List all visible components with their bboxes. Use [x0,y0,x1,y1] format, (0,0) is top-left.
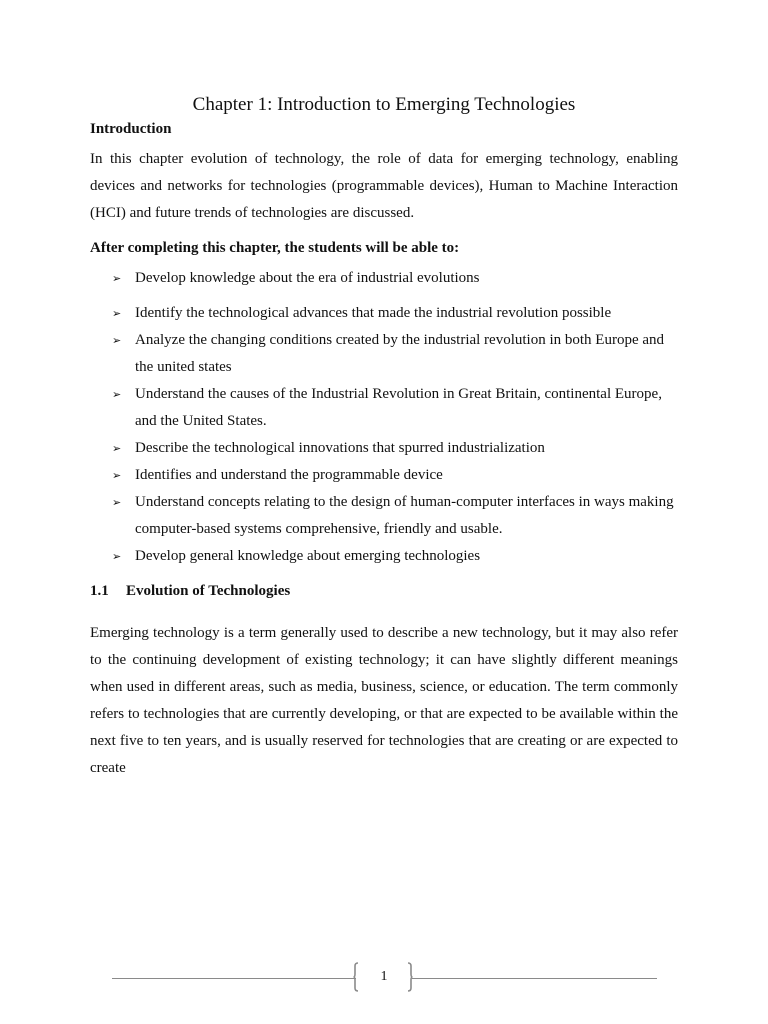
arrowhead-bullet-icon: ➢ [112,442,122,455]
list-item [112,489,678,543]
list-item-text: Analyze the changing conditions created by the industrial revolution in both Europe and the united states [135,332,665,375]
objectives-list [90,265,678,570]
introduction-heading: Introduction [90,121,172,137]
section-number: 1.1 [90,583,109,599]
footer-rule-right [412,978,657,979]
page-number: 1 [380,969,388,984]
list-item-text: Identifies and understand the programmable device [135,467,443,483]
arrowhead-bullet-icon: ➢ [112,550,122,563]
page-content [90,92,678,782]
list-item-text: Understand concepts relating to the design of human-computer interfaces in ways making computer-based systems comprehensive, friendly and usable. [135,494,674,537]
left-bracket-icon [353,962,359,992]
list-item [112,327,678,381]
arrowhead-bullet-icon: ➢ [112,272,122,285]
list-item-text: Understand the causes of the Industrial Revolution in Great Britain, continental Europe, and the United States. [135,386,662,429]
list-item [112,381,678,435]
chapter-title: Chapter 1: Introduction to Emerging Technologies [192,94,576,115]
arrowhead-bullet-icon: ➢ [112,307,122,320]
arrowhead-bullet-icon: ➢ [112,469,122,482]
section-title: Evolution of Technologies [126,583,291,599]
list-item [112,435,678,462]
introduction-paragraph: In this chapter evolution of technology, the role of data for emerging technology, enabling devices and networks for technologies (programmable devices), Human to Machine Interaction (HCI) and future trends of technologies are discussed. [90,151,678,221]
arrowhead-bullet-icon: ➢ [112,388,122,401]
list-item [112,300,678,327]
list-item [112,265,678,292]
list-item-text: Describe the technological innovations that spurred industrialization [135,440,545,456]
page-footer [112,962,657,994]
list-item-text: Develop knowledge about the era of industrial evolutions [135,270,480,286]
footer-rule-left [112,978,356,979]
section-heading [90,578,678,605]
right-bracket-icon [407,962,413,992]
list-item-text: Develop general knowledge about emerging technologies [135,548,481,564]
objectives-heading: After completing this chapter, the students will be able to: [90,240,460,256]
section-paragraph: Emerging technology is a term generally used to describe a new technology, but it may also refer to the continuing development of existing technology; it can have slightly different meanings when used in different areas, such as media, business, science, or education. The term commonly refers to technologies that are currently developing, or that are expected to be available within the next five to ten years, and is usually reserved for technologies that are creating or are expected to create [90,625,678,776]
arrowhead-bullet-icon: ➢ [112,334,122,347]
list-item-text: Identify the technological advances that made the industrial revolution possible [135,305,612,321]
list-item [112,462,678,489]
arrowhead-bullet-icon: ➢ [112,496,122,509]
list-item [112,543,678,570]
